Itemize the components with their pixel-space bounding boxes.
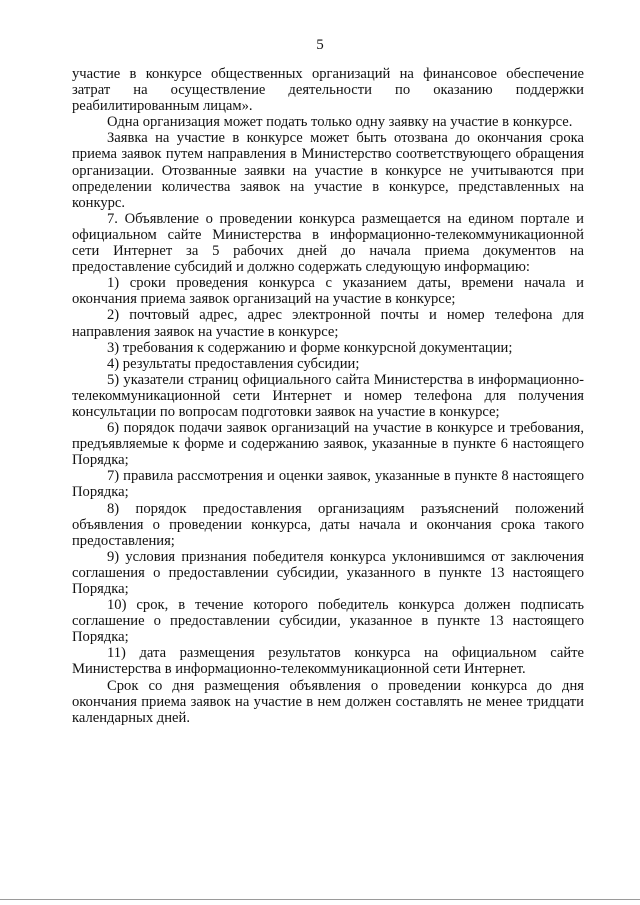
list-item-1: 1) сроки проведения конкурса с указанием даты, времени начала и окончания приема заявок организаций на участие в конкурсе; — [72, 275, 584, 308]
paragraph-continuation: участие в конкурсе общественных организаций на финансовое обеспечение затрат на осуществление деятельности по оказанию поддержки реабилитированным лицам». — [72, 66, 584, 115]
page-number: 5 — [316, 37, 324, 53]
list-item-5: 5) указатели страниц официального сайта Министерства в информационно-телекоммуникационной сети Интернет и номер телефона для получения консультации по вопросам подготовки заявок на участие в конкурсе; — [72, 371, 584, 420]
document-body — [72, 66, 584, 726]
list-item-3: 3) требования к содержанию и форме конкурсной документации; — [107, 339, 513, 356]
list-item-11: 11) дата размещения результатов конкурса на официальном сайте Министерства в информационно-телекоммуникационной сети Интернет. — [72, 645, 584, 678]
list-item-4: 4) результаты предоставления субсидии; — [107, 355, 360, 372]
paragraph-one-application: Одна организация может подать только одну заявку на участие в конкурсе. — [107, 114, 573, 131]
list-item-2: 2) почтовый адрес, адрес электронной почты и номер телефона для направления заявок на участие в конкурсе; — [72, 307, 584, 340]
paragraph-clause-7: 7. Объявление о проведении конкурса размещается на едином портале и официальном сайте Министерства в информационно-телекоммуникационной сети Интернет за 5 рабочих дней до начала приема документов на предоставление субсидий и должно содержать следующую информацию: — [72, 210, 584, 276]
scan-edge-line — [0, 899, 640, 900]
list-item-9: 9) условия признания победителя конкурса уклонившимся от заключения соглашения о предоставлении субсидии, указанного в пункте 13 настоящего Порядка; — [72, 548, 584, 597]
list-item-6: 6) порядок подачи заявок организаций на участие в конкурсе и требования, предъявляемые к форме и содержанию заявок, указанные в пункте 6 настоящего Порядка; — [72, 420, 584, 469]
list-item-7: 7) правила рассмотрения и оценки заявок, указанные в пункте 8 настоящего Порядка; — [72, 468, 584, 501]
paragraph-deadline: Срок со дня размещения объявления о проведении конкурса до дня окончания приема заявок на участие в нем должен составлять не менее тридцати календарных дней. — [72, 677, 584, 726]
list-item-10: 10) срок, в течение которого победитель конкурса должен подписать соглашение о предоставлении субсидии, указанное в пункте 13 настоящего Порядка; — [72, 597, 584, 646]
paragraph-withdrawal: Заявка на участие в конкурсе может быть отозвана до окончания срока приема заявок путем направления в Министерство соответствующего обращения организации. Отозванные заявки на участие в конкурсе не учитываются при определении количества заявок на участие в конкурсе, представленных на конкурс. — [72, 130, 584, 211]
list-item-8: 8) порядок предоставления организациям разъяснений положений объявления о проведении конкурса, даты начала и окончания срока такого предоставления; — [72, 500, 584, 549]
